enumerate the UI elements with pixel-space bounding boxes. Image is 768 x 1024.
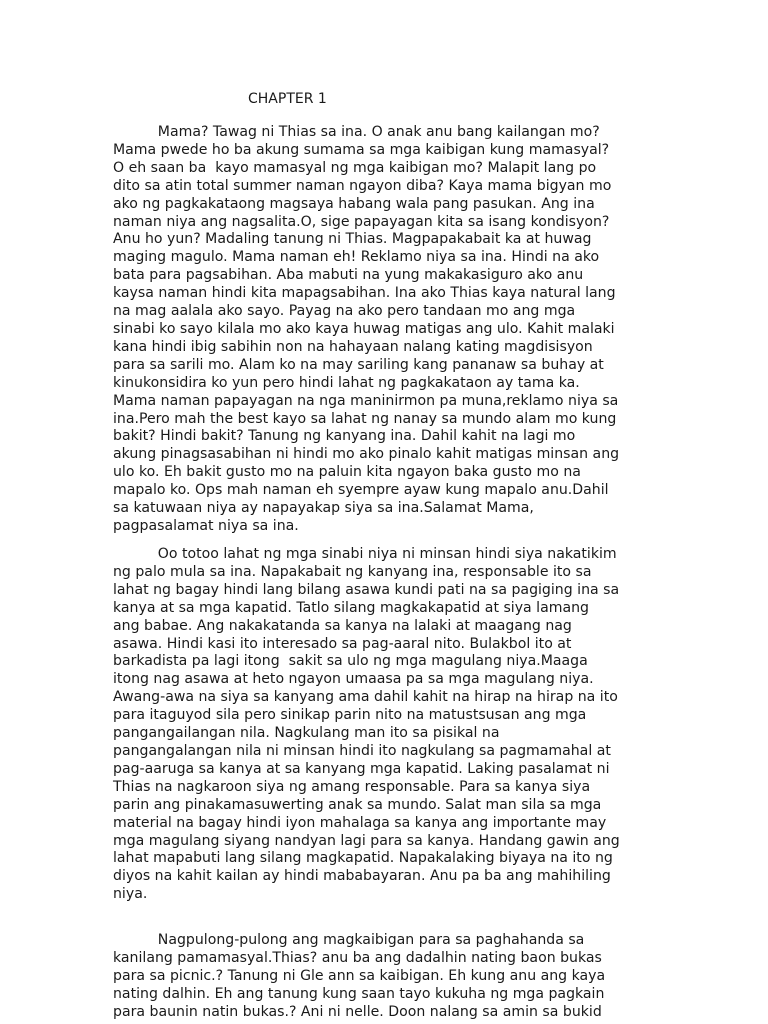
text-line: para baunin natin bukas.? Ani ni nelle. Doon nalang sa amin sa bukid (113, 1003, 602, 1020)
text-line: niya. (113, 886, 148, 903)
text-line: O eh saan ba kayo mamasyal ng mga kaibigan mo? Malapit lang po (113, 159, 597, 176)
text-line: kanya at sa mga kapatid. Tatlo silang magkakapatid at siya lamang (113, 599, 589, 616)
text-line: Thias na nagkaroon siya ng amang responsable. Para sa kanya siya (113, 778, 591, 795)
text-line: para sa sarili mo. Alam ko na may sariling kang pananaw sa buhay at (113, 356, 604, 373)
text-line: Oo totoo lahat ng mga sinabi niya ni minsan hindi siya nakatikim (113, 546, 617, 562)
text-line: Nagpulong-pulong ang magkaibigan para sa paghahanda sa (113, 932, 585, 948)
text-line: ng palo mula sa ina. Napakabait ng kanyang ina, responsable ito sa (113, 563, 592, 580)
text-line: ang babae. Ang nakakatanda sa kanya na lalaki at maagang nag (113, 617, 572, 634)
text-line: bakit? Hindi bakit? Tanung ng kanyang ina. Dahil kahit na lagi mo (113, 428, 576, 445)
text-line: ako ng pagkakataong magsaya habang wala pang pasukan. Ang ina (113, 195, 595, 212)
text-line: parin ang pinakamasuwerting anak sa mundo. Salat man sila sa mga (113, 796, 602, 813)
text-line: Awang-awa na siya sa kanyang ama dahil kahit na hirap na hirap na ito (113, 689, 618, 706)
text-line: mapalo ko. Ops mah naman eh syempre ayaw kung mapalo anu.Dahil (113, 482, 609, 499)
text-line: diyos na kahit kailan ay hindi mababayaran. Anu pa ba ang mahihiling (113, 868, 611, 885)
paragraph-2 (113, 546, 658, 904)
text-line: Mama pwede ho ba akung sumama sa mga kaibigan kung mamasyal? (113, 141, 610, 158)
text-line: itong nag asawa at heto ngayon umaasa pa sa mga magulang niya. (113, 671, 594, 688)
text-line: para sa picnic.? Tanung ni Gle ann sa kaibigan. Eh kung anu ang kaya (113, 967, 606, 984)
paragraph-1 (113, 124, 658, 536)
text-line: pag-aaruga sa kanya at sa kanyang mga kapatid. Laking pasalamat ni (113, 760, 610, 777)
text-line: bata para pagsabihan. Aba mabuti na yung makakasiguro ako anu (113, 267, 584, 284)
text-line: nating dalhin. Eh ang tanung kung saan tayo kukuha ng mga pagkain (113, 985, 605, 1002)
text-line: pangangalangan nila ni minsan hindi ito nagkulang sa pagmamahal at (113, 742, 611, 759)
text-line: kanilang pamamasyal.Thias? anu ba ang dadalhin nating baon bukas (113, 949, 602, 966)
text-line: kana hindi ibig sabihin non na hahayaan nalang kating magdisisyon (113, 338, 593, 355)
text-line: maging magulo. Mama naman eh! Reklamo niya sa ina. Hindi na ako (113, 249, 600, 266)
text-line: naman niya ang nagsalita.O, sige papayagan kita sa isang kondisyon? (113, 213, 610, 230)
paragraph-3 (113, 932, 658, 1022)
chapter-heading: CHAPTER 1 (248, 91, 327, 107)
text-line: kaysa naman hindi kita mapagsabihan. Ina ako Thias kaya natural lang (113, 285, 616, 302)
text-line: akung pinagsasabihan ni hindi mo ako pinalo kahit matigas minsan ang (113, 446, 620, 463)
text-line: kinukonsidira ko yun pero hindi lahat ng pagkakataon ay tama ka. (113, 374, 580, 391)
text-line: mga magulang siyang nandyan lagi para sa kanya. Handang gawin ang (113, 832, 620, 849)
text-line: lahat ng bagay hindi lang bilang asawa kundi pati na sa pagiging ina sa (113, 581, 620, 598)
text-line: sa katuwaan niya ay napayakap siya sa ina.Salamat Mama, (113, 500, 534, 517)
text-line: barkadista pa lagi itong sakit sa ulo ng mga magulang niya.Maaga (113, 653, 588, 670)
text-line: Mama naman papayagan na nga maninirmon pa muna,reklamo niya sa (113, 392, 619, 409)
text-line: para itaguyod sila pero sinikap parin nito na matustsusan ang mga (113, 707, 587, 724)
text-line: Anu ho yun? Madaling tanung ni Thias. Magpapakabait ka at huwag (113, 231, 592, 248)
text-line: ulo ko. Eh bakit gusto mo na paluin kita ngayon baka gusto mo na (113, 464, 581, 481)
text-line: pangangailangan nila. Nagkulang man ito sa pisikal na (113, 725, 500, 742)
text-line: pagpasalamat niya sa ina. (113, 517, 299, 534)
text-line: sinabi ko sayo kilala mo ako kaya huwag matigas ang ulo. Kahit malaki (113, 320, 615, 337)
text-line: ina.Pero mah the best kayo sa lahat ng nanay sa mundo alam mo kung (113, 410, 617, 427)
text-line: na mag aalala ako sayo. Payag na ako pero tandaan mo ang mga (113, 303, 576, 320)
text-line: lahat mapabuti lang silang magkapatid. Napakalaking biyaya na ito ng (113, 850, 613, 867)
text-line: material na bagay hindi iyon mahalaga sa kanya ang importante may (113, 814, 607, 831)
text-line: Mama? Tawag ni Thias sa ina. O anak anu bang kailangan mo? (113, 124, 600, 140)
text-line: asawa. Hindi kasi ito interesado sa pag-aaral nito. Bulakbol ito at (113, 635, 572, 652)
text-line: dito sa atin total summer naman ngayon diba? Kaya mama bigyan mo (113, 177, 612, 194)
